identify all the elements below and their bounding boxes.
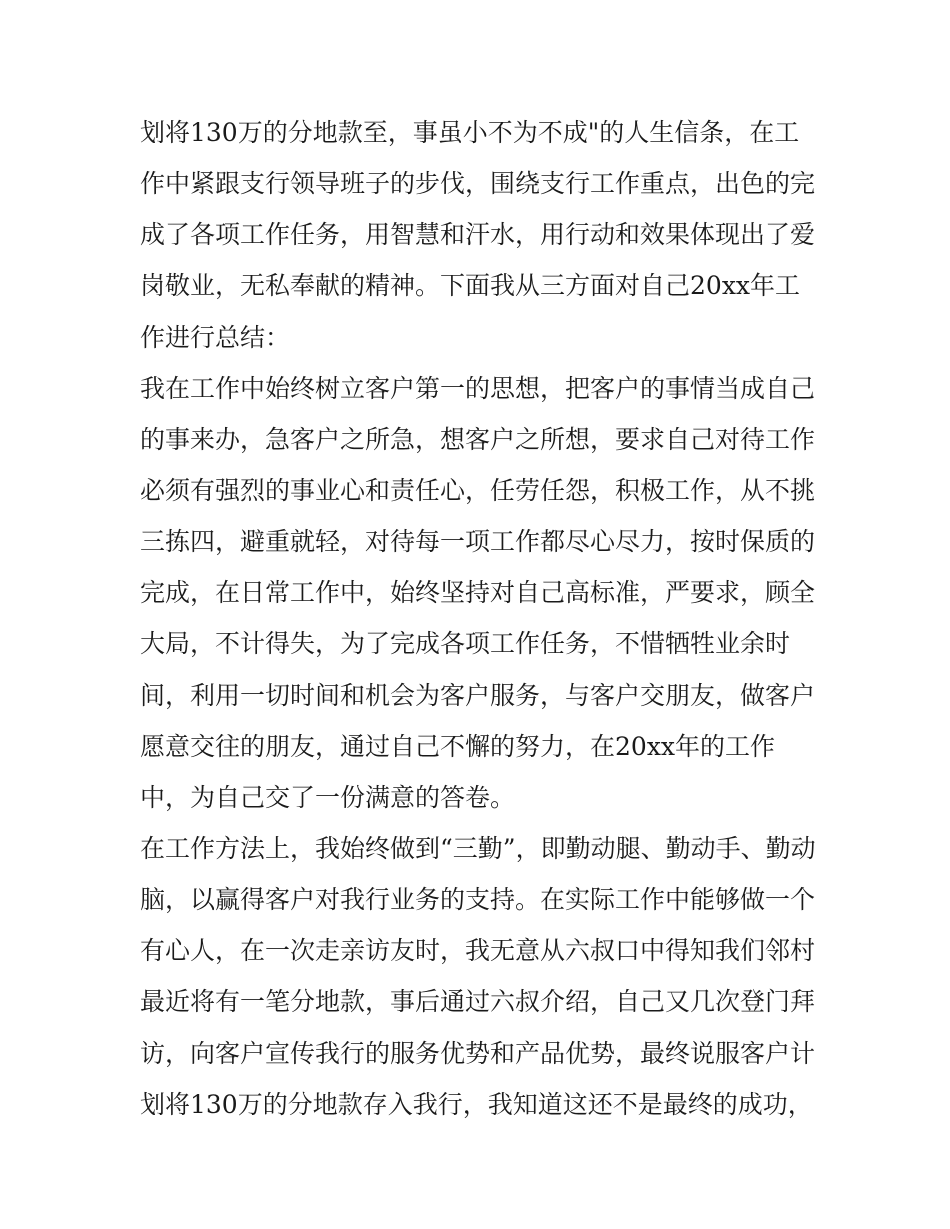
text-line: 必须有强烈的事业心和责任心，任劳任怨，积极工作，从不挑 bbox=[140, 475, 816, 505]
text-line: 三拣四，避重就轻，对待每一项工作都尽心尽力，按时保质的 bbox=[140, 527, 816, 557]
text-line: 作中紧跟支行领导班子的步伐，围绕支行工作重点，出色的完 bbox=[140, 169, 816, 199]
text-line: 我在工作中始终树立客户第一的思想，把客户的事情当成自己 bbox=[140, 373, 816, 403]
text-line: 划将130万的分地款至，事虽小不为不成"的人生信条，在工 bbox=[140, 118, 800, 147]
text-line: 最近将有一笔分地款，事后通过六叔介绍，自己又几次登门拜 bbox=[140, 987, 816, 1017]
text-line: 岗敬业，无私奉献的精神。下面我从三方面对自己20xx年工 bbox=[140, 271, 801, 301]
text-line: 间，利用一切时间和机会为客户服务，与客户交朋友，做客户 bbox=[140, 680, 816, 710]
text-line: 在工作方法上，我始终做到“三勤”，即勤动腿、勤动手、勤动 bbox=[140, 833, 816, 863]
body-text bbox=[140, 107, 820, 1130]
text-line: 的事来办，急客户之所急，想客户之所想，要求自己对待工作 bbox=[140, 424, 816, 454]
text-line: 成了各项工作任务，用智慧和汗水，用行动和效果体现出了爱 bbox=[140, 220, 816, 250]
text-line: 中，为自己交了一份满意的答卷。 bbox=[140, 782, 516, 812]
text-line: 有心人，在一次走亲访友时，我无意从六叔口中得知我们邻村 bbox=[140, 936, 816, 966]
text-line: 作进行总结： bbox=[140, 322, 291, 352]
text-line: 访，向客户宣传我行的服务优势和产品优势，最终说服客户计 bbox=[140, 1038, 816, 1068]
text-line: 脑，以赢得客户对我行业务的支持。在实际工作中能够做一个 bbox=[140, 885, 816, 915]
text-line: 完成，在日常工作中，始终坚持对自己高标准，严要求，顾全 bbox=[140, 578, 816, 608]
text-line: 大局，不计得失，为了完成各项工作任务，不惜牺牲业余时 bbox=[140, 629, 791, 659]
text-line: 划将130万的分地款存入我行，我知道这还不是最终的成功， bbox=[140, 1089, 813, 1119]
text-line: 愿意交往的朋友，通过自己不懈的努力，在20xx年的工作 bbox=[140, 731, 776, 761]
